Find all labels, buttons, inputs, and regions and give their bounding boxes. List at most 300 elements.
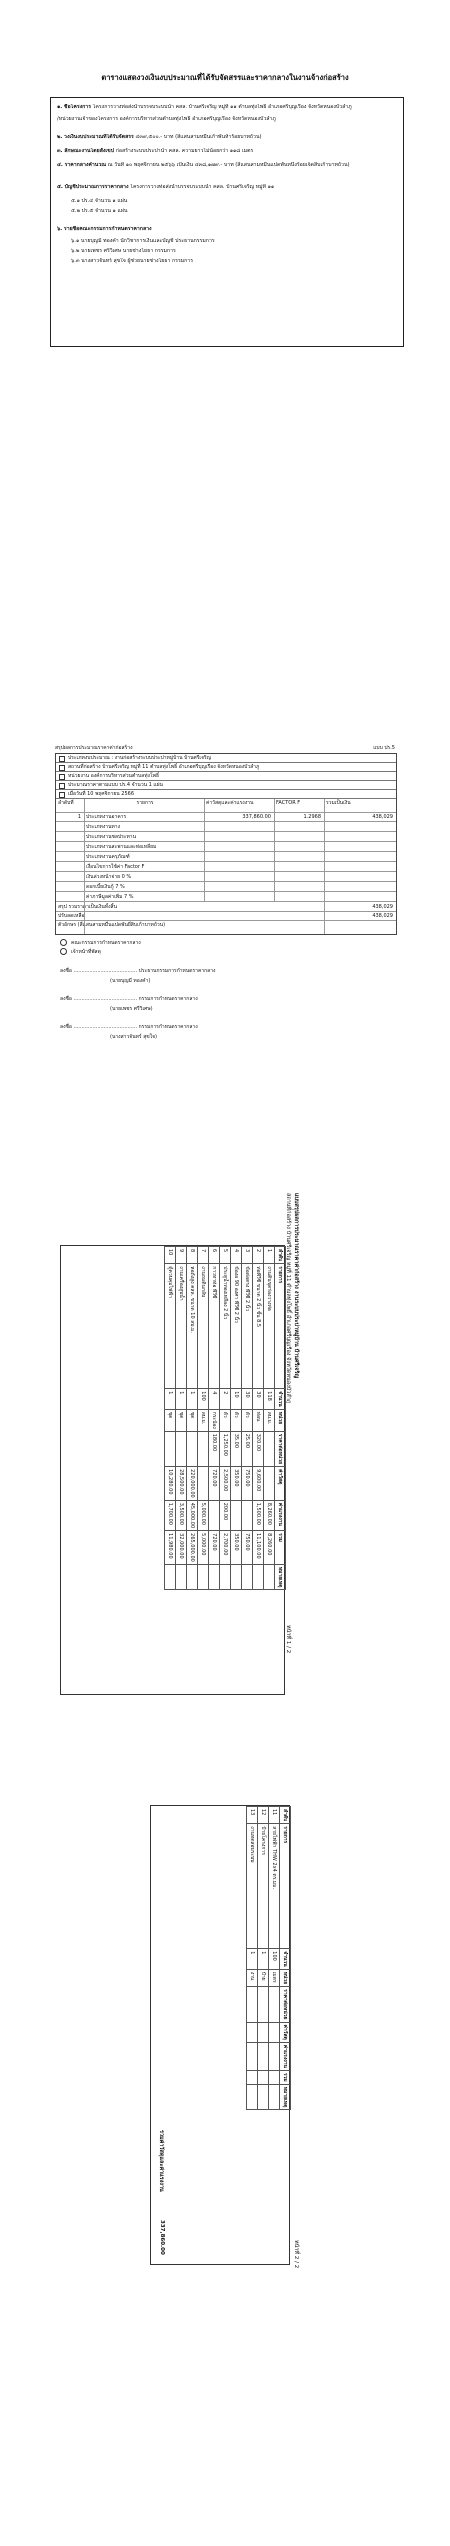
- table-cell: 1: [165, 1389, 176, 1409]
- table-cell: กาวทาท่อ พีวีซี: [209, 1264, 220, 1389]
- table-cell: ท่อพีวีซี ขนาด 2 นิ้ว ชั้น 8.5: [253, 1264, 264, 1389]
- checkbox-icon: [59, 774, 65, 780]
- table-cell: [176, 1431, 187, 1466]
- radio-label: เจ้าหน้าที่พัสดุ: [71, 949, 101, 955]
- table-cell: [258, 2022, 269, 2042]
- cell-factor: [274, 843, 324, 852]
- table-cell: 1: [258, 1949, 269, 1969]
- col-header: ค่าวัสดุ: [280, 2022, 291, 2042]
- col-header: ค่าวัสดุและค่าแรงงาน: [206, 800, 254, 806]
- table-cell: ลบ.ม.: [264, 1409, 275, 1431]
- cell-cost: [204, 843, 274, 852]
- table-cell: [220, 1564, 231, 1590]
- cell-no: [56, 833, 84, 842]
- item-no: ๒.: [57, 134, 63, 140]
- table-cell: [247, 2022, 258, 2042]
- form-header-title: สรุปผลการประมาณราคาค่าก่อสร้าง: [55, 745, 133, 751]
- form-header: [55, 745, 395, 752]
- form-line: [56, 781, 396, 790]
- checkbox-icon: [59, 765, 65, 771]
- form-line-text: ประมาณราคาตามแบบ ปร.4 จำนวน 1 แผ่น: [68, 782, 163, 788]
- col-header: หน่วย: [280, 1969, 291, 1986]
- table-cell: [269, 2022, 280, 2042]
- table-header-row: [275, 1247, 286, 1590]
- table-row: [220, 1247, 231, 1590]
- table-cell: 1: [247, 1949, 258, 1969]
- table-cell: [264, 1564, 275, 1590]
- table-cell: ตัว: [242, 1409, 253, 1431]
- item-row: [71, 208, 397, 215]
- radio-option[interactable]: [60, 948, 101, 956]
- cell-factor: [274, 883, 324, 892]
- table-cell: งานทดสอบระบบ: [247, 1824, 258, 1949]
- table-row: [253, 1247, 264, 1590]
- col-header: หมายเหตุ: [275, 1564, 286, 1590]
- table-row: [258, 1807, 269, 2110]
- table-cell: [269, 2084, 280, 2110]
- table-cell: [264, 1467, 275, 1501]
- radio-option[interactable]: [60, 939, 141, 947]
- signature-name: (นายบุญมี ทองคำ): [110, 978, 151, 984]
- table-cell: 4: [231, 1247, 242, 1264]
- cell-name: ค่าภาษีมูลค่าเพิ่ม 7 %: [86, 894, 134, 900]
- item-row: [57, 162, 397, 169]
- table-row: [56, 843, 396, 852]
- table-row: [56, 853, 396, 862]
- col-header: ลำดับ: [280, 1807, 291, 1824]
- form-line: [56, 754, 396, 763]
- table-cell: 45,000.00: [187, 1500, 198, 1530]
- item-label: ราคากลางคำนวณ: [64, 162, 107, 168]
- table-cell: 35.00: [231, 1431, 242, 1466]
- summary-row: [56, 903, 396, 912]
- col-header: ค่าวัสดุ: [275, 1467, 286, 1501]
- table-cell: [165, 1564, 176, 1590]
- table-cell: งานดินขุดร่องวางท่อ: [264, 1264, 275, 1389]
- estimate-table-frame: [150, 1805, 290, 2265]
- table-cell: 118: [264, 1389, 275, 1409]
- table-cell: 3: [242, 1247, 253, 1264]
- table-cell: 11,100.00: [253, 1531, 264, 1565]
- item-no: ๑.: [57, 104, 63, 110]
- table-cell: [165, 1431, 176, 1466]
- table-cell: ข้อต่อตรง พีวีซี 2 นิ้ว: [242, 1264, 253, 1389]
- cell-name: ดอกเบี้ยเงินกู้ 7 %: [86, 884, 125, 890]
- col-header: FACTOR F: [276, 800, 301, 806]
- table-cell: [176, 1564, 187, 1590]
- table-cell: [269, 2070, 280, 2084]
- signature-line: ลงชื่อ ........................................ ประธานกรรมการกำหนดราคากลาง: [60, 968, 216, 974]
- table-cell: [187, 1564, 198, 1590]
- item-text: ๕.๑ ปร.๔ จำนวน ๑ แผ่น: [71, 198, 128, 204]
- table-cell: 100: [198, 1389, 209, 1409]
- cell-total: [324, 883, 396, 892]
- table-cell: ท่อน: [253, 1409, 264, 1431]
- item-row: [57, 116, 397, 123]
- summary-value: 438,029: [372, 913, 393, 919]
- table-cell: [209, 1500, 220, 1530]
- col-header: ราคาต่อหน่วย: [280, 1987, 291, 2022]
- table-cell: [242, 1500, 253, 1530]
- table-cell: 750.00: [242, 1467, 253, 1501]
- page-2: [0, 745, 450, 1045]
- col-header: รายการ: [136, 800, 154, 806]
- table-cell: [247, 2042, 258, 2070]
- col-divider: [324, 799, 325, 934]
- cell-name: ประเภทงานชลประทาน: [86, 834, 137, 840]
- form-code: แบบ ปร.5: [373, 745, 395, 751]
- committee-row: [71, 248, 397, 255]
- cell-no: [56, 893, 84, 902]
- form-line-text: ประเภทงบประมาณ : งานก่อสร้างระบบประปาหมู่บ้าน บ้านศรีเจริญ: [68, 755, 211, 761]
- summary-label: ปรับลดเหลือ: [58, 913, 85, 919]
- cell-total: [324, 893, 396, 902]
- table-cell: งาน: [247, 1969, 258, 1986]
- table-row: [56, 833, 396, 842]
- table-cell: 9,600.00: [253, 1467, 264, 1501]
- table-row: [176, 1247, 187, 1590]
- table-cell: [187, 1431, 198, 1466]
- cell-name: ประเภทงานทาง: [86, 824, 121, 830]
- table-cell: 1: [176, 1389, 187, 1409]
- col-header: หน่วย: [275, 1409, 286, 1431]
- radio-icon[interactable]: [60, 939, 67, 946]
- table-cell: 10: [231, 1389, 242, 1409]
- checkbox-icon: [59, 792, 65, 798]
- table-cell: 1,500.00: [253, 1500, 264, 1530]
- page-number: หน้าที่ 1 / 2: [285, 1625, 291, 1654]
- cell-cost: [204, 883, 274, 892]
- cell-cost: [204, 893, 274, 902]
- cell-total: [324, 873, 396, 882]
- item-label: รายชื่อคณะกรรมการกำหนดราคากลาง: [63, 226, 152, 232]
- item-row: [71, 198, 397, 205]
- estimate-title: แบบสรุปผลการประมาณราคาค่าก่อสร้าง งานระบบประปาหมู่บ้าน บ้านศรีเจริญ: [293, 1193, 299, 1379]
- table-cell: 8,260.00: [264, 1500, 275, 1530]
- table-cell: 7: [198, 1247, 209, 1264]
- table-cell: [258, 2070, 269, 2084]
- table-row: [56, 873, 396, 882]
- col-header: ลำดับ: [275, 1247, 286, 1264]
- table-cell: 220,000.00: [187, 1467, 198, 1501]
- cell-total: 438,029: [372, 814, 393, 820]
- col-header: จำนวน: [280, 1949, 291, 1969]
- cell-total: [324, 843, 396, 852]
- table-cell: [269, 1987, 280, 2022]
- table-row: [264, 1247, 275, 1590]
- item-row: [57, 104, 397, 111]
- table-cell: 32,000.00: [176, 1531, 187, 1565]
- item-text: ๖.๒ นายเพชร ศรีวิเศษ นายช่างโยธา กรรมการ: [71, 248, 176, 254]
- cell-name: เงินล่วงหน้าจ่าย 0 %: [86, 874, 132, 880]
- cell-total: [324, 853, 396, 862]
- cell-name: เงื่อนไขการใช้ค่า Factor F: [86, 864, 145, 870]
- table-cell: ชุด: [165, 1409, 176, 1431]
- table-cell: ป้าย: [258, 1969, 269, 1986]
- cell-total: [324, 863, 396, 872]
- item-text: ๔๓๙,๕๐๐.- บาท (สี่แสนสามหมื่นเก้าพันห้าร้อยบาทถ้วน): [135, 134, 262, 140]
- item-text: โครงการวางท่อส่งน้ำบรรจบระบบน้ำ คสล. บ้านศรีเจริญ หมู่ที่ ๑๑: [130, 184, 275, 190]
- item-text: ๖.๓ นางสาวจันทร์ สุขใจ ผู้ช่วยนายช่างโยธา กรรมการ: [71, 258, 193, 264]
- table-row: [165, 1247, 176, 1590]
- col-header: รายการ: [280, 1824, 291, 1949]
- table-cell: กระป๋อง: [209, 1409, 220, 1431]
- col-header: รวมเป็นเงิน: [326, 800, 351, 806]
- table-cell: [231, 1564, 242, 1590]
- cell-no: [56, 853, 84, 862]
- page-3: [0, 1185, 450, 1705]
- table-row: [209, 1247, 220, 1590]
- table-cell: งานถมดินกลับ: [198, 1264, 209, 1389]
- table-cell: 100: [269, 1949, 280, 1969]
- item-row: [57, 226, 397, 233]
- estimate-grid: [246, 1806, 291, 2110]
- table-cell: [198, 1467, 209, 1501]
- item-text: ก่อสร้างระบบประปาน้ำ คสล. ความยาวไม่น้อยกว่า ๑๑๘ เมตร: [115, 148, 254, 154]
- cell-no: [56, 843, 84, 852]
- table-cell: 4: [209, 1389, 220, 1409]
- table-row: [56, 893, 396, 902]
- table-row: [242, 1247, 253, 1590]
- cell-factor: [274, 893, 324, 902]
- item-row: [57, 148, 397, 155]
- col-header: หมายเหตุ: [280, 2084, 291, 2110]
- table-cell: 5,000.00: [198, 1500, 209, 1530]
- table-cell: 12: [258, 1807, 269, 1824]
- summary-form: [55, 753, 397, 935]
- table-cell: 11: [269, 1807, 280, 1824]
- signature-line: ลงชื่อ ........................................ กรรมการกำหนดราคากลาง: [60, 1024, 198, 1030]
- item-text: ๖.๑ นายบุญมี ทองคำ นักวิชาการเงินและบัญชี ประธานกรรมการ: [71, 238, 215, 244]
- signature-name: (นางสาวจันทร์ สุขใจ): [110, 1034, 157, 1040]
- table-cell: ลบ.ม.: [198, 1409, 209, 1431]
- cell-factor: [274, 863, 324, 872]
- table-cell: 1: [264, 1247, 275, 1264]
- item-label: วงเงินงบประมาณที่ได้รับจัดสรร: [64, 134, 134, 140]
- total-value: 337,860.00: [159, 2220, 165, 2255]
- table-cell: [258, 2084, 269, 2110]
- estimate-subtitle: สถานที่ก่อสร้าง บ้านศรีเจริญ หมู่ที่ 11 ตำบลทุ่งโพธิ์ อำเภอศรีบุญเรือง จังหวัดหนองบัวลำภู: [285, 1193, 291, 1404]
- table-cell: [198, 1564, 209, 1590]
- checkbox-icon: [59, 756, 65, 762]
- radio-label: คณะกรรมการกำหนดราคากลาง: [71, 940, 141, 946]
- table-cell: [264, 1431, 275, 1466]
- table-row: [187, 1247, 198, 1590]
- page-number: หน้าที่ 2 / 2: [293, 2240, 299, 2269]
- table-cell: 8,260.00: [264, 1531, 275, 1565]
- cell-no: 1: [77, 814, 81, 820]
- summary-label: ตัวอักษร (สี่แสนสามหมื่นแปดพันยี่สิบเก้าบาทถ้วน): [58, 922, 166, 928]
- total-label: รวมค่าวัสดุและค่าแรงงาน: [158, 2130, 164, 2192]
- table-cell: 3,500.00: [176, 1500, 187, 1530]
- item-label: ชื่อโครงการ: [63, 104, 91, 110]
- form-line: [56, 790, 396, 799]
- table-cell: 720.00: [209, 1531, 220, 1565]
- table-cell: 11,980.00: [165, 1531, 176, 1565]
- col-divider: [84, 799, 85, 934]
- table-cell: เมตร: [269, 1969, 280, 1986]
- table-cell: ชุด: [187, 1409, 198, 1431]
- cell-no: [56, 823, 84, 832]
- cell-no: [56, 873, 84, 882]
- table-cell: 5,000.00: [198, 1531, 209, 1565]
- table-cell: ตัว: [220, 1409, 231, 1431]
- table-header-row: [280, 1807, 291, 2110]
- table-cell: 2,500.00: [220, 1467, 231, 1501]
- table-cell: ป้ายโครงการ: [258, 1824, 269, 1949]
- item-label: ลักษณะงานโดยสังเขป: [64, 148, 115, 154]
- table-cell: [253, 1564, 264, 1590]
- cell-factor: [274, 833, 324, 842]
- summary-value: 438,029: [372, 904, 393, 910]
- table-row: [56, 813, 396, 822]
- table-cell: 10: [165, 1247, 176, 1264]
- table-cell: 1,250.00: [220, 1431, 231, 1466]
- cell-name: ประเภทงานอาคาร: [86, 814, 127, 820]
- table-cell: 30: [253, 1389, 264, 1409]
- page-4: [0, 1800, 450, 2360]
- table-cell: 10,280.00: [165, 1467, 176, 1501]
- cell-factor: 1.2968: [303, 814, 321, 820]
- cell-cost: [204, 873, 274, 882]
- table-cell: 720.00: [209, 1467, 220, 1501]
- estimate-table: [164, 1246, 286, 1590]
- table-cell: [247, 2070, 258, 2084]
- page-title: ตารางแสดงวงเงินงบประมาณที่ได้รับจัดสรรและราคากลางในงานจ้างก่อสร้าง: [101, 73, 349, 82]
- table-cell: [269, 2042, 280, 2070]
- table-cell: [258, 2042, 269, 2070]
- table-cell: 8: [187, 1247, 198, 1264]
- col-header: ลำดับที่: [58, 800, 74, 806]
- cell-factor: [274, 823, 324, 832]
- item-no: ๔.: [57, 162, 63, 168]
- table-cell: งานเครื่องสูบน้ำ: [176, 1264, 187, 1389]
- form-line: [56, 763, 396, 772]
- col-divider: [274, 799, 275, 901]
- table-cell: 28,500.00: [176, 1467, 187, 1501]
- table-cell: 2,700.00: [220, 1531, 231, 1565]
- table-cell: 265,000.00: [187, 1531, 198, 1565]
- table-cell: 30: [242, 1389, 253, 1409]
- table-row: [269, 1807, 280, 2110]
- cell-cost: [204, 833, 274, 842]
- item-row: [57, 184, 397, 191]
- table-cell: 320.00: [253, 1431, 264, 1466]
- cell-no: [56, 883, 84, 892]
- table-row: [198, 1247, 209, 1590]
- item-label: บัญชีประมาณการราคากลาง: [64, 184, 129, 190]
- cell-total: [324, 833, 396, 842]
- table-cell: 6: [209, 1247, 220, 1264]
- table-row: [56, 823, 396, 832]
- item-no: ๖.: [57, 226, 63, 232]
- table-cell: [198, 1431, 209, 1466]
- signature-line: ลงชื่อ ........................................ กรรมการกำหนดราคากลาง: [60, 996, 198, 1002]
- col-divider: [204, 799, 205, 901]
- table-cell: 350.00: [231, 1531, 242, 1565]
- cell-factor: [274, 853, 324, 862]
- committee-row: [71, 238, 397, 245]
- table-cell: 2: [220, 1389, 231, 1409]
- table-cell: [231, 1500, 242, 1530]
- cell-cost: 337,860.00: [242, 814, 271, 820]
- table-cell: 350.00: [231, 1467, 242, 1501]
- table-cell: ชุด: [176, 1409, 187, 1431]
- cell-factor: [274, 873, 324, 882]
- table-cell: 1: [187, 1389, 198, 1409]
- table-cell: ประตูน้ำทองเหลือง 2 นิ้ว: [220, 1264, 231, 1389]
- item-no: ๕.: [57, 184, 63, 190]
- table-row: [247, 1807, 258, 2110]
- col-header: รายการ: [275, 1264, 286, 1389]
- page-1: [0, 0, 450, 360]
- cell-cost: [204, 863, 274, 872]
- table-cell: 5: [220, 1247, 231, 1264]
- form-line: [56, 772, 396, 781]
- table-cell: [247, 1987, 258, 2022]
- summary-row: [56, 921, 396, 930]
- table-cell: 200.00: [220, 1500, 231, 1530]
- table-cell: [209, 1564, 220, 1590]
- col-header: รวม: [280, 2070, 291, 2084]
- checkbox-icon: [59, 783, 65, 789]
- form-line-text: สถานที่ก่อสร้าง บ้านศรีเจริญ หมู่ที่ 11 ตำบลทุ่งโพธิ์ อำเภอศรีบุญเรือง จังหวัดหนองบัวลำภู: [68, 764, 260, 770]
- table-row: [56, 883, 396, 892]
- summary-row: [56, 912, 396, 921]
- item-no: ๓.: [57, 148, 63, 154]
- table-cell: 1,700.00: [165, 1500, 176, 1530]
- item-text: โครงการวางท่อส่งน้ำบรรจบระบบน้ำ คสล. บ้านศรีเจริญ หมู่ที่ ๑๑ ตำบลทุ่งโพธิ์ อำเภอศรีบุญเรือง จังหวัดหนองบัวลำภู: [92, 104, 352, 110]
- committee-row: [71, 258, 397, 265]
- table-cell: หอถังสูง คสล. ขนาด 10 ลบ.ม.: [187, 1264, 198, 1389]
- cell-total: [324, 823, 396, 832]
- table-header: [56, 799, 396, 813]
- table-cell: [247, 2084, 258, 2110]
- table-cell: [242, 1564, 253, 1590]
- cell-no: [56, 863, 84, 872]
- table-cell: [258, 1987, 269, 2022]
- col-header: รวม: [275, 1531, 286, 1565]
- table-row: [231, 1247, 242, 1590]
- cell-cost: [204, 853, 274, 862]
- form-line-text: เมื่อวันที่ 10 พฤศจิกายน 2566: [68, 791, 134, 797]
- col-header: จำนวน: [275, 1389, 286, 1409]
- table-cell: 13: [247, 1807, 258, 1824]
- summary-label: สรุป รวมราคาเป็นเงินทั้งสิ้น: [58, 904, 118, 910]
- table-cell: 2: [253, 1247, 264, 1264]
- table-cell: 9: [176, 1247, 187, 1264]
- signature-name: (นายเพชร ศรีวิเศษ): [110, 1006, 153, 1012]
- col-header: ค่าแรงงาน: [280, 2042, 291, 2070]
- table-cell: 750.00: [242, 1531, 253, 1565]
- cell-name: ประเภทงานครุภัณฑ์: [86, 854, 130, 860]
- radio-icon[interactable]: [60, 948, 67, 955]
- table-cell: 180.00: [209, 1431, 220, 1466]
- col-header: ค่าแรงงาน: [275, 1500, 286, 1530]
- table-cell: สายไฟฟ้า THW 2x4 ตร.มม.: [269, 1824, 280, 1949]
- table-cell: ตู้ควบคุมไฟฟ้า: [165, 1264, 176, 1389]
- estimate-table: [246, 1806, 291, 2110]
- item-row: [57, 134, 397, 141]
- table-row: [56, 863, 396, 872]
- cell-cost: [204, 823, 274, 832]
- summary-frame: [50, 97, 404, 347]
- estimate-grid: [164, 1246, 286, 1590]
- item-text: ณ วันที่ ๑๐ พฤศจิกายน ๒๕๖๖ เป็นเงิน ๔๓๘,๑๗๙.- บาท (สี่แสนสามหมื่นแปดพันหนึ่งร้อยเจ็ดสิบเก้าบาทถ้วน): [107, 162, 350, 168]
- col-header: ราคาต่อหน่วย: [275, 1431, 286, 1466]
- item-text: ๕.๒ ปร.๕ จำนวน ๑ แผ่น: [71, 208, 128, 214]
- table-cell: ข้องอ 90 องศา พีวีซี 2 นิ้ว: [231, 1264, 242, 1389]
